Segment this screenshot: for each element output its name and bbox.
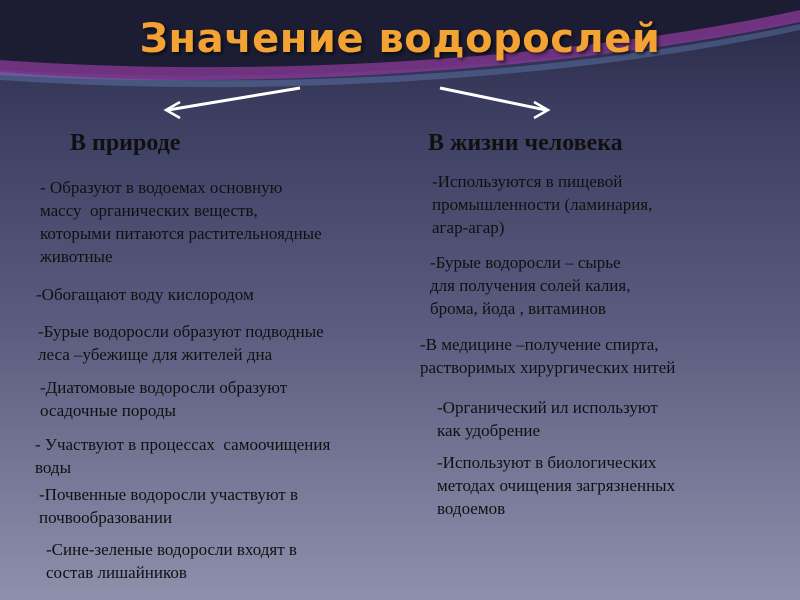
page-title: Значение водорослей [139,16,661,62]
nature-item-5: - Участвуют в процессах самоочищения воды [35,435,331,477]
human-item-2: -Бурые водоросли – сырье для получения солей калия, брома, йода , витаминов [430,253,631,318]
nature-item-1: - Образуют в водоемах основную массу органических веществ, которыми питаются растительноядные животные [40,178,322,266]
heading-human-life: В жизни человека [428,130,623,156]
human-item-1: -Используются в пищевой промышленности (ламинария, агар-агар) [432,172,653,237]
nature-item-6: -Почвенные водоросли участвуют в почвообразовании [39,485,299,527]
nature-item-4: -Диатомовые водоросли образуют осадочные породы [40,378,288,420]
arrow-right-icon [440,88,548,118]
nature-item-7: -Сине-зеленые водоросли входят в состав лишайников [46,540,297,582]
arrow-left-icon [166,88,300,118]
nature-item-3: -Бурые водоросли образуют подводные леса –убежище для жителей дна [38,322,324,364]
human-item-4: -Органический ил используют как удобрение [437,398,658,440]
heading-nature: В природе [70,130,181,156]
human-item-5: -Используют в биологических методах очищения загрязненных водоемов [437,453,676,518]
human-item-3: -В медицине –получение спирта, растворимых хирургических нитей [420,335,676,377]
nature-item-2: -Обогащают воду кислородом [36,285,254,304]
branch-arrows [0,0,800,130]
